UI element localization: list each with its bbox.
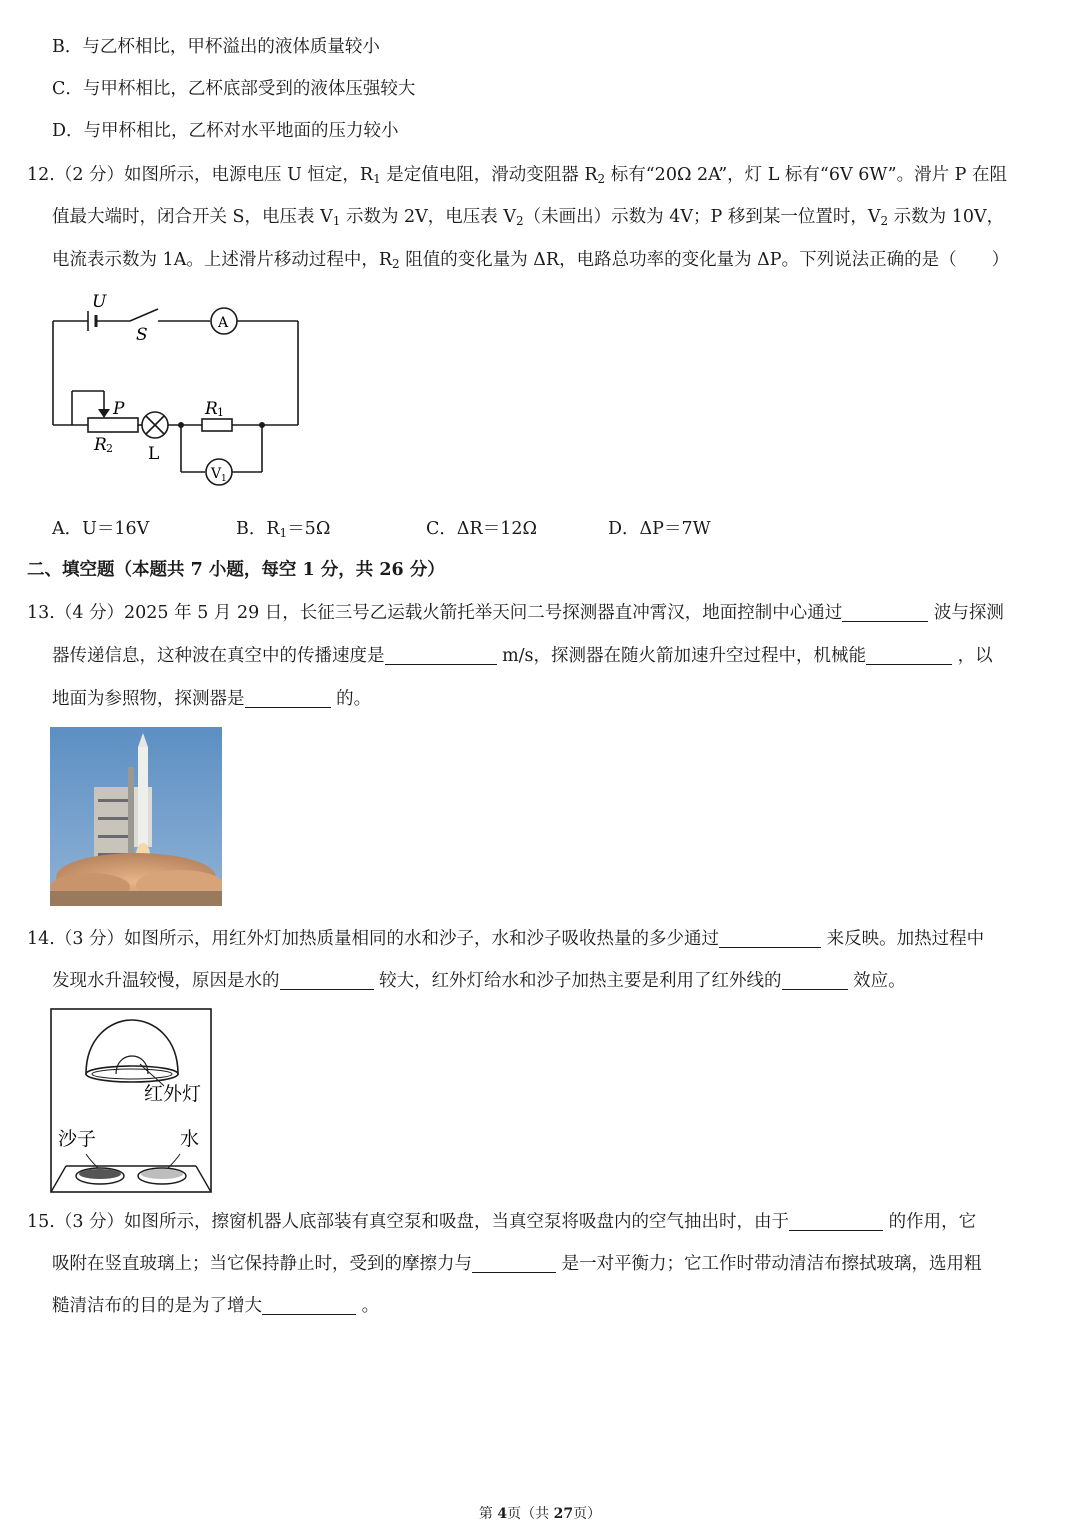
label-r1: R — [205, 399, 218, 419]
label-p: P — [113, 399, 125, 419]
q12-option-d: D．ΔP＝7W — [608, 519, 711, 539]
q12-option-c: C．ΔR＝12Ω — [426, 519, 537, 539]
water-label: 水 — [180, 1128, 200, 1150]
q15-line-3: 糙清洁布的目的是为了增大 。 — [52, 1296, 380, 1316]
q12-option-a: A．U＝16V — [52, 519, 150, 539]
label-u: U — [92, 292, 107, 312]
q12-line-2: 值最大端时，闭合开关 S，电压表 $V_1$ 示数为 2V，电压表 $V_2$（未画出）示数为 4V；P 移到某一位置时，$V_2$ 示数为 10V， — [52, 207, 1005, 228]
section-title: 二、填空题（本题共 7 小题，每空 1 分，共 26 分） — [27, 560, 445, 580]
q15-line-2: 吸附在竖直玻璃上；当它保持静止时，受到的摩擦力与 是一对平衡力；它工作时带动清洁布擦拭玻璃，选用粗 — [52, 1254, 982, 1274]
voltmeter-sub: 1 — [221, 474, 227, 484]
label-s: S — [136, 325, 148, 345]
q12-option-b: B．$R_1=5\Omega$ — [236, 519, 331, 540]
circuit-diagram — [40, 285, 320, 495]
voltmeter-label: V — [211, 466, 222, 482]
q14-line-2: 发现水升温较慢，原因是水的 较大，红外灯给水和沙子加热主要是利用了红外线的 效应。 — [52, 971, 906, 991]
lamp-label: 红外灯 — [144, 1083, 202, 1105]
q12-line-3: 电流表示数为 1A。上述滑片移动过程中，$R_2$ 阻值的变化量为 ΔR，电路总功率的变化量为 ΔP。下列说法正确的是（ ） — [52, 250, 1010, 271]
infrared-lamp-diagram — [50, 1008, 213, 1194]
q11-option-c: C．与甲杯相比，乙杯底部受到的液体压强较大 — [52, 79, 416, 99]
q13-line-1: 13.（4 分）2025 年 5 月 29 日，长征三号乙运载火箭托举天问二号探测器直冲霄汉，地面控制中心通过 波与探测 — [27, 603, 1004, 623]
label-r1-sub: 1 — [217, 406, 224, 419]
page-footer: 第 4页（共 27页） — [478, 1506, 602, 1522]
q15-line-1: 15.（3 分）如图所示，擦窗机器人底部装有真空泵和吸盘，当真空泵将吸盘内的空气抽出时，由于 的作用，它 — [27, 1212, 977, 1232]
label-r2-sub: 2 — [106, 442, 113, 455]
q13-line-2: 器传递信息，这种波在真空中的传播速度是 m/s，探测器在随火箭加速升空过程中，机械能 ，以 — [52, 646, 993, 666]
ammeter-label: A — [218, 315, 229, 331]
q11-option-d: D．与甲杯相比，乙杯对水平地面的压力较小 — [52, 121, 399, 141]
q11-option-b: B．与乙杯相比，甲杯溢出的液体质量较小 — [52, 37, 380, 57]
q13-line-3: 地面为参照物，探测器是 的。 — [52, 689, 372, 709]
q14-line-1: 14.（3 分）如图所示，用红外灯加热质量相同的水和沙子，水和沙子吸收热量的多少通过 来反映。加热过程中 — [27, 929, 985, 949]
q12-line-1: 12.（2 分）如图所示，电源电压 U 恒定，$R_1$ 是定值电阻，滑动变阻器 $R_2$ 标有“20Ω 2A”，灯 L 标有“6V 6W”。滑片 P 在阻 — [27, 165, 1007, 186]
rocket-launch-photo — [50, 727, 222, 906]
sand-label: 沙子 — [58, 1128, 97, 1150]
label-l: L — [148, 444, 160, 464]
label-r2: R — [94, 435, 107, 455]
